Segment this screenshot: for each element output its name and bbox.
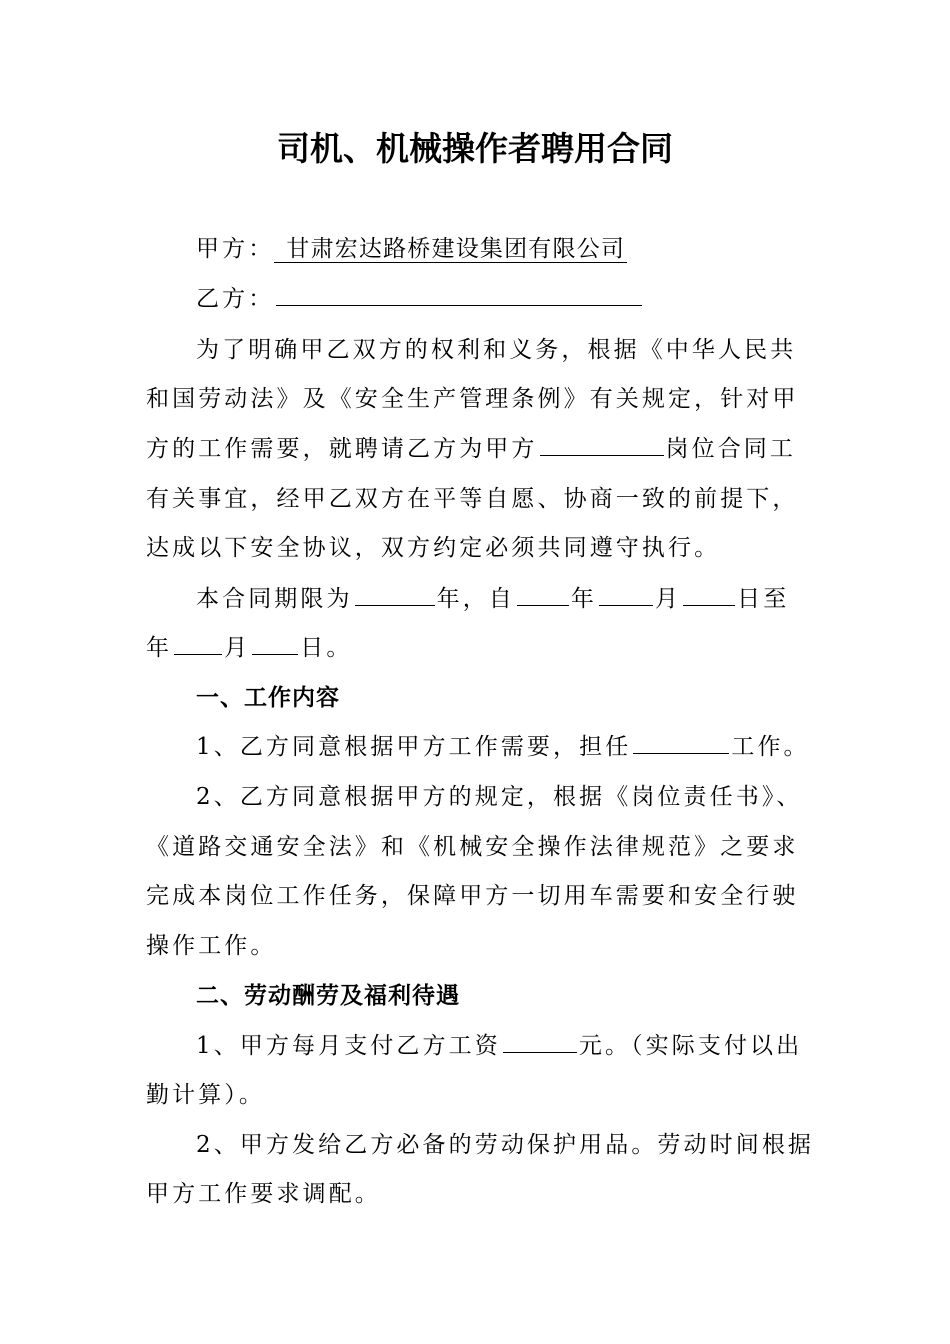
- section-1-item-2-line-2: 《道路交通安全法》和《机械安全操作法律规范》之要求: [146, 834, 799, 860]
- section-1-item-2-line-1: 2、乙方同意根据甲方的规定，根据《岗位责任书》、: [196, 784, 803, 810]
- section-2-heading: 二、劳动酬劳及福利待遇: [196, 983, 460, 1009]
- term-text-7: 月: [224, 635, 251, 661]
- term-text-5: 日至: [737, 586, 790, 612]
- section-2-item-1-end: 元。（实际支付以出: [578, 1033, 803, 1059]
- salary-blank: [503, 1030, 577, 1053]
- intro-line-5: 达成以下安全协议，双方约定必须共同遵守执行。: [146, 535, 721, 561]
- intro-line-4: 有关事宜，经甲乙双方在平等自愿、协商一致的前提下，: [146, 486, 799, 512]
- term-text-6: 年: [146, 635, 173, 661]
- end-month-blank: [174, 632, 222, 655]
- term-text-8: 日。: [300, 635, 353, 661]
- section-2-item-1-line-2: 勤计算）。: [146, 1082, 265, 1108]
- section-2-item-2-line-1: 2、甲方发给乙方必备的劳动保护用品。劳动时间根据: [196, 1132, 815, 1158]
- term-text-4: 月: [655, 586, 682, 612]
- term-text-1: 本合同期限为: [196, 586, 353, 612]
- section-1-item-2-line-3: 完成本岗位工作任务，保障甲方一切用车需要和安全行驶: [146, 883, 799, 909]
- start-day-blank: [683, 583, 735, 606]
- term-years-blank: [355, 583, 435, 606]
- section-1-item-1: [196, 731, 810, 763]
- document-title: 司机、机械操作者聘用合同: [277, 129, 673, 168]
- intro-line-3-start: 方的工作需要，就聘请乙方为甲方: [146, 436, 538, 462]
- term-text-3: 年: [570, 586, 598, 612]
- end-day-blank: [252, 632, 298, 655]
- job-title-blank: [633, 731, 729, 754]
- section-1-item-1-start: 1、乙方同意根据甲方工作需要，担任: [196, 734, 632, 760]
- section-2-item-2-line-2: 甲方工作要求调配。: [146, 1181, 381, 1207]
- party-a-line: [196, 233, 806, 265]
- section-1-item-2-line-4: 操作工作。: [146, 933, 277, 959]
- term-text-2: 年，自: [436, 586, 515, 612]
- intro-line-2: 和国劳动法》及《安全生产管理条例》有关规定，针对甲: [146, 386, 799, 412]
- intro-line-3-end: 岗位合同工: [665, 436, 796, 462]
- intro-line-1: 为了明确甲乙双方的权利和义务，根据《中华人民共: [196, 337, 797, 363]
- party-b-blank: [276, 283, 642, 306]
- party-b-line: [196, 283, 806, 315]
- start-month-blank: [599, 583, 653, 606]
- party-a-label: 甲方：: [196, 236, 275, 262]
- intro-line-3: [146, 433, 806, 465]
- section-1-heading: 一、工作内容: [196, 685, 340, 711]
- term-line-1: [196, 583, 806, 615]
- section-2-item-1-start: 1、甲方每月支付乙方工资: [196, 1033, 501, 1059]
- section-1-item-1-end: 工作。: [731, 734, 810, 760]
- term-line-2: [146, 632, 806, 664]
- position-blank: [540, 433, 664, 456]
- section-2-item-1: [196, 1030, 806, 1062]
- party-a-value: 甘肃宏达路桥建设集团有限公司: [274, 236, 627, 263]
- party-b-label: 乙方：: [196, 286, 275, 312]
- start-year-blank: [517, 583, 569, 606]
